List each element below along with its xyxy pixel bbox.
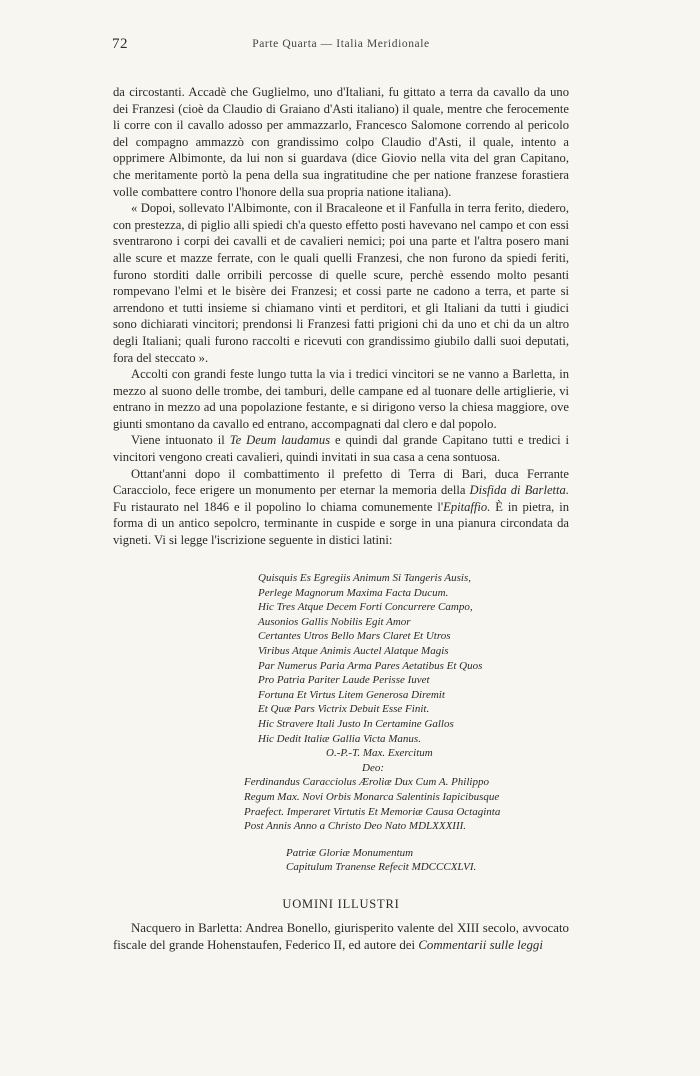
- inscription-line: Certantes Utros Bello Mars Claret Et Utros: [258, 630, 451, 643]
- inscription-line: Praefect. Imperaret Virtutis Et Memoriæ Causa Octaginta: [244, 805, 501, 818]
- inscription-line: Perlege Magnorum Maxima Facta Ducum.: [258, 586, 449, 599]
- inscription-line: Post Annis Anno a Christo Deo Nato MDLXXXIII.: [244, 820, 467, 833]
- paragraph-te-deum: [113, 432, 569, 465]
- inscription-line: Ferdinandus Caracciolus Æroliæ Dux Cum A. Philippo: [244, 776, 489, 789]
- running-head: Parte Quarta — Italia Meridionale: [252, 38, 430, 50]
- inscription-line: Hic Dedit Italiæ Gallia Victa Manus.: [258, 732, 421, 745]
- inscription-line: Regum Max. Novi Orbis Monarca Salentinis Iapicibusque: [244, 790, 500, 803]
- section-title: UOMINI ILLUSTRI: [282, 897, 400, 911]
- inscription-line: Par Numerus Paria Arma Pares Aetatibus Et Quos: [258, 659, 483, 672]
- paragraph-monument: [113, 466, 569, 549]
- inscription-dedication: O.-P.-T. Max. Exercitum: [326, 747, 433, 760]
- inscription-line: Pro Patria Pariter Laude Perisse Iuvet: [258, 674, 430, 687]
- italic-title: Commentarii sulle leggi: [418, 937, 543, 952]
- text-span: Fu ristaurato nel 1846 e il popolino lo chiama comunemente l': [113, 499, 444, 514]
- body-text: [113, 84, 569, 549]
- inscription-line: Capitulum Tranense Refecit MDCCCXLVI.: [286, 861, 477, 874]
- page-header: [112, 36, 570, 54]
- italic-title: Disfida di Barletta.: [469, 483, 569, 498]
- inscription-line: Ausonios Gallis Nobilis Egit Amor: [258, 615, 411, 628]
- inscription-line: Et Quæ Pars Victrix Debuit Esse Finit.: [258, 703, 430, 716]
- inscription-dedication: Deo:: [362, 761, 384, 774]
- text-span: È in pietra, in forma di un antico sepolcro, terminante in cuspide e sorge in una pianura circondata da vigneti. Vi si legge l'iscrizione seguente in distici latini:: [113, 499, 569, 548]
- inscription-line: Hic Tres Atque Decem Forti Concurrere Campo,: [258, 601, 473, 614]
- italic-title: Te Deum laudamus: [229, 433, 331, 448]
- inscription-line: Fortuna Et Virtus Litem Generosa Diremit: [258, 688, 445, 701]
- text-span: Ottant'anni dopo il combattimento il prefetto di Terra di Bari, duca Ferrante Caracciolo, fece erigere un monumento per eternar la memoria della: [113, 466, 569, 498]
- inscription-line: Viribus Atque Animis Auctel Alatque Magis: [258, 644, 449, 657]
- inscription-line: Quisquis Es Egregiis Animum Si Tangeris Ausis,: [258, 572, 472, 584]
- inscription-line: Hic Stravere Itali Justo In Certamine Gallos: [258, 717, 454, 730]
- latin-inscription: [244, 571, 578, 875]
- final-paragraph: [113, 920, 569, 954]
- paragraph: da circostanti. Accadè che Guglielmo, uno d'Italiani, fu gittato a terra da cavallo da uno dei Franzesi (cioè da Claudio di Graiano d'Asti italiano) il quale, mentre che ferocemente li corre con il cavallo adosso per ammazzarlo, Francesco Salomone correndo al pericolo del compagno ammazzò con grandissimo colpo Claudio d'Asti, il quale, intento a opprimere Albimonte, da lui non si guardava (dice Giovio nella vita del gran Capitano, che meritamente portò la pena della sua ingratitudine che per natione franzese forastiera volle combattere contro l'honore della sua propria natione italiana).: [113, 85, 569, 199]
- paragraph: [113, 920, 569, 954]
- page-number: 72: [112, 36, 128, 52]
- text-span: Viene intuonato il: [131, 433, 230, 448]
- paragraph: « Dopoi, sollevato l'Albimonte, con il Bracaleone et il Fanfulla in terra ferito, diedero, con prestezza, di piglio alli spiedi ch'a questo effetto posti havevano nel campo et con essi sventrarono i corpi dei cavalli et de cavalieri nemici; poi una parte et l'altra posero mani alle scure et mazze ferrate, con le quali quelli Franzesi, che non furono da spiedi feriti, furono storditi dalle orribili percosse di quelle scure, perchè essendo molto pesanti rompevano l'elmi et le bisère dei Franzesi; et cossi parte ne cadono a terra, et parte si arrendono et tutti insieme si chiamano vinti et perditori, et gli Italiani da tutti i giudici sono dichiarati vincitori; prendonsi li Franzesi fatti prigioni chi da uno et chi da un altro degli Italiani; quali furono raccolti e ricevuti con grandissimo giubilo dalli suoi deputati, fora del steccato ».: [113, 201, 569, 365]
- inscription-line: Patriæ Gloriæ Monumentum: [286, 846, 414, 859]
- text-span: e quindi dal grande Capitano tutti e tredici i vincitori vengono creati cavalieri, quindi invitati in sua casa a cena sontuosa.: [113, 433, 570, 465]
- text-span: Nacquero in Barletta: Andrea Bonello, giurisperito valente del XIII secolo, avvocato fiscale del grande Hohenstaufen, Federico II, ed autore dei: [113, 921, 569, 952]
- italic-title: Epitaffio.: [443, 499, 491, 514]
- paragraph: Accolti con grandi feste lungo tutta la via i tredici vincitori se ne vanno a Barletta, in mezzo al suono delle trombe, dei tamburi, delle campane ed al tuonare delle artiglierie, vi entrano in mezzo ad una popolazione festante, e si dirigono verso la chiesa maggiore, ove giunti smontano da cavallo ed entrano, accompagnati dal clero e dal popolo.: [113, 367, 569, 431]
